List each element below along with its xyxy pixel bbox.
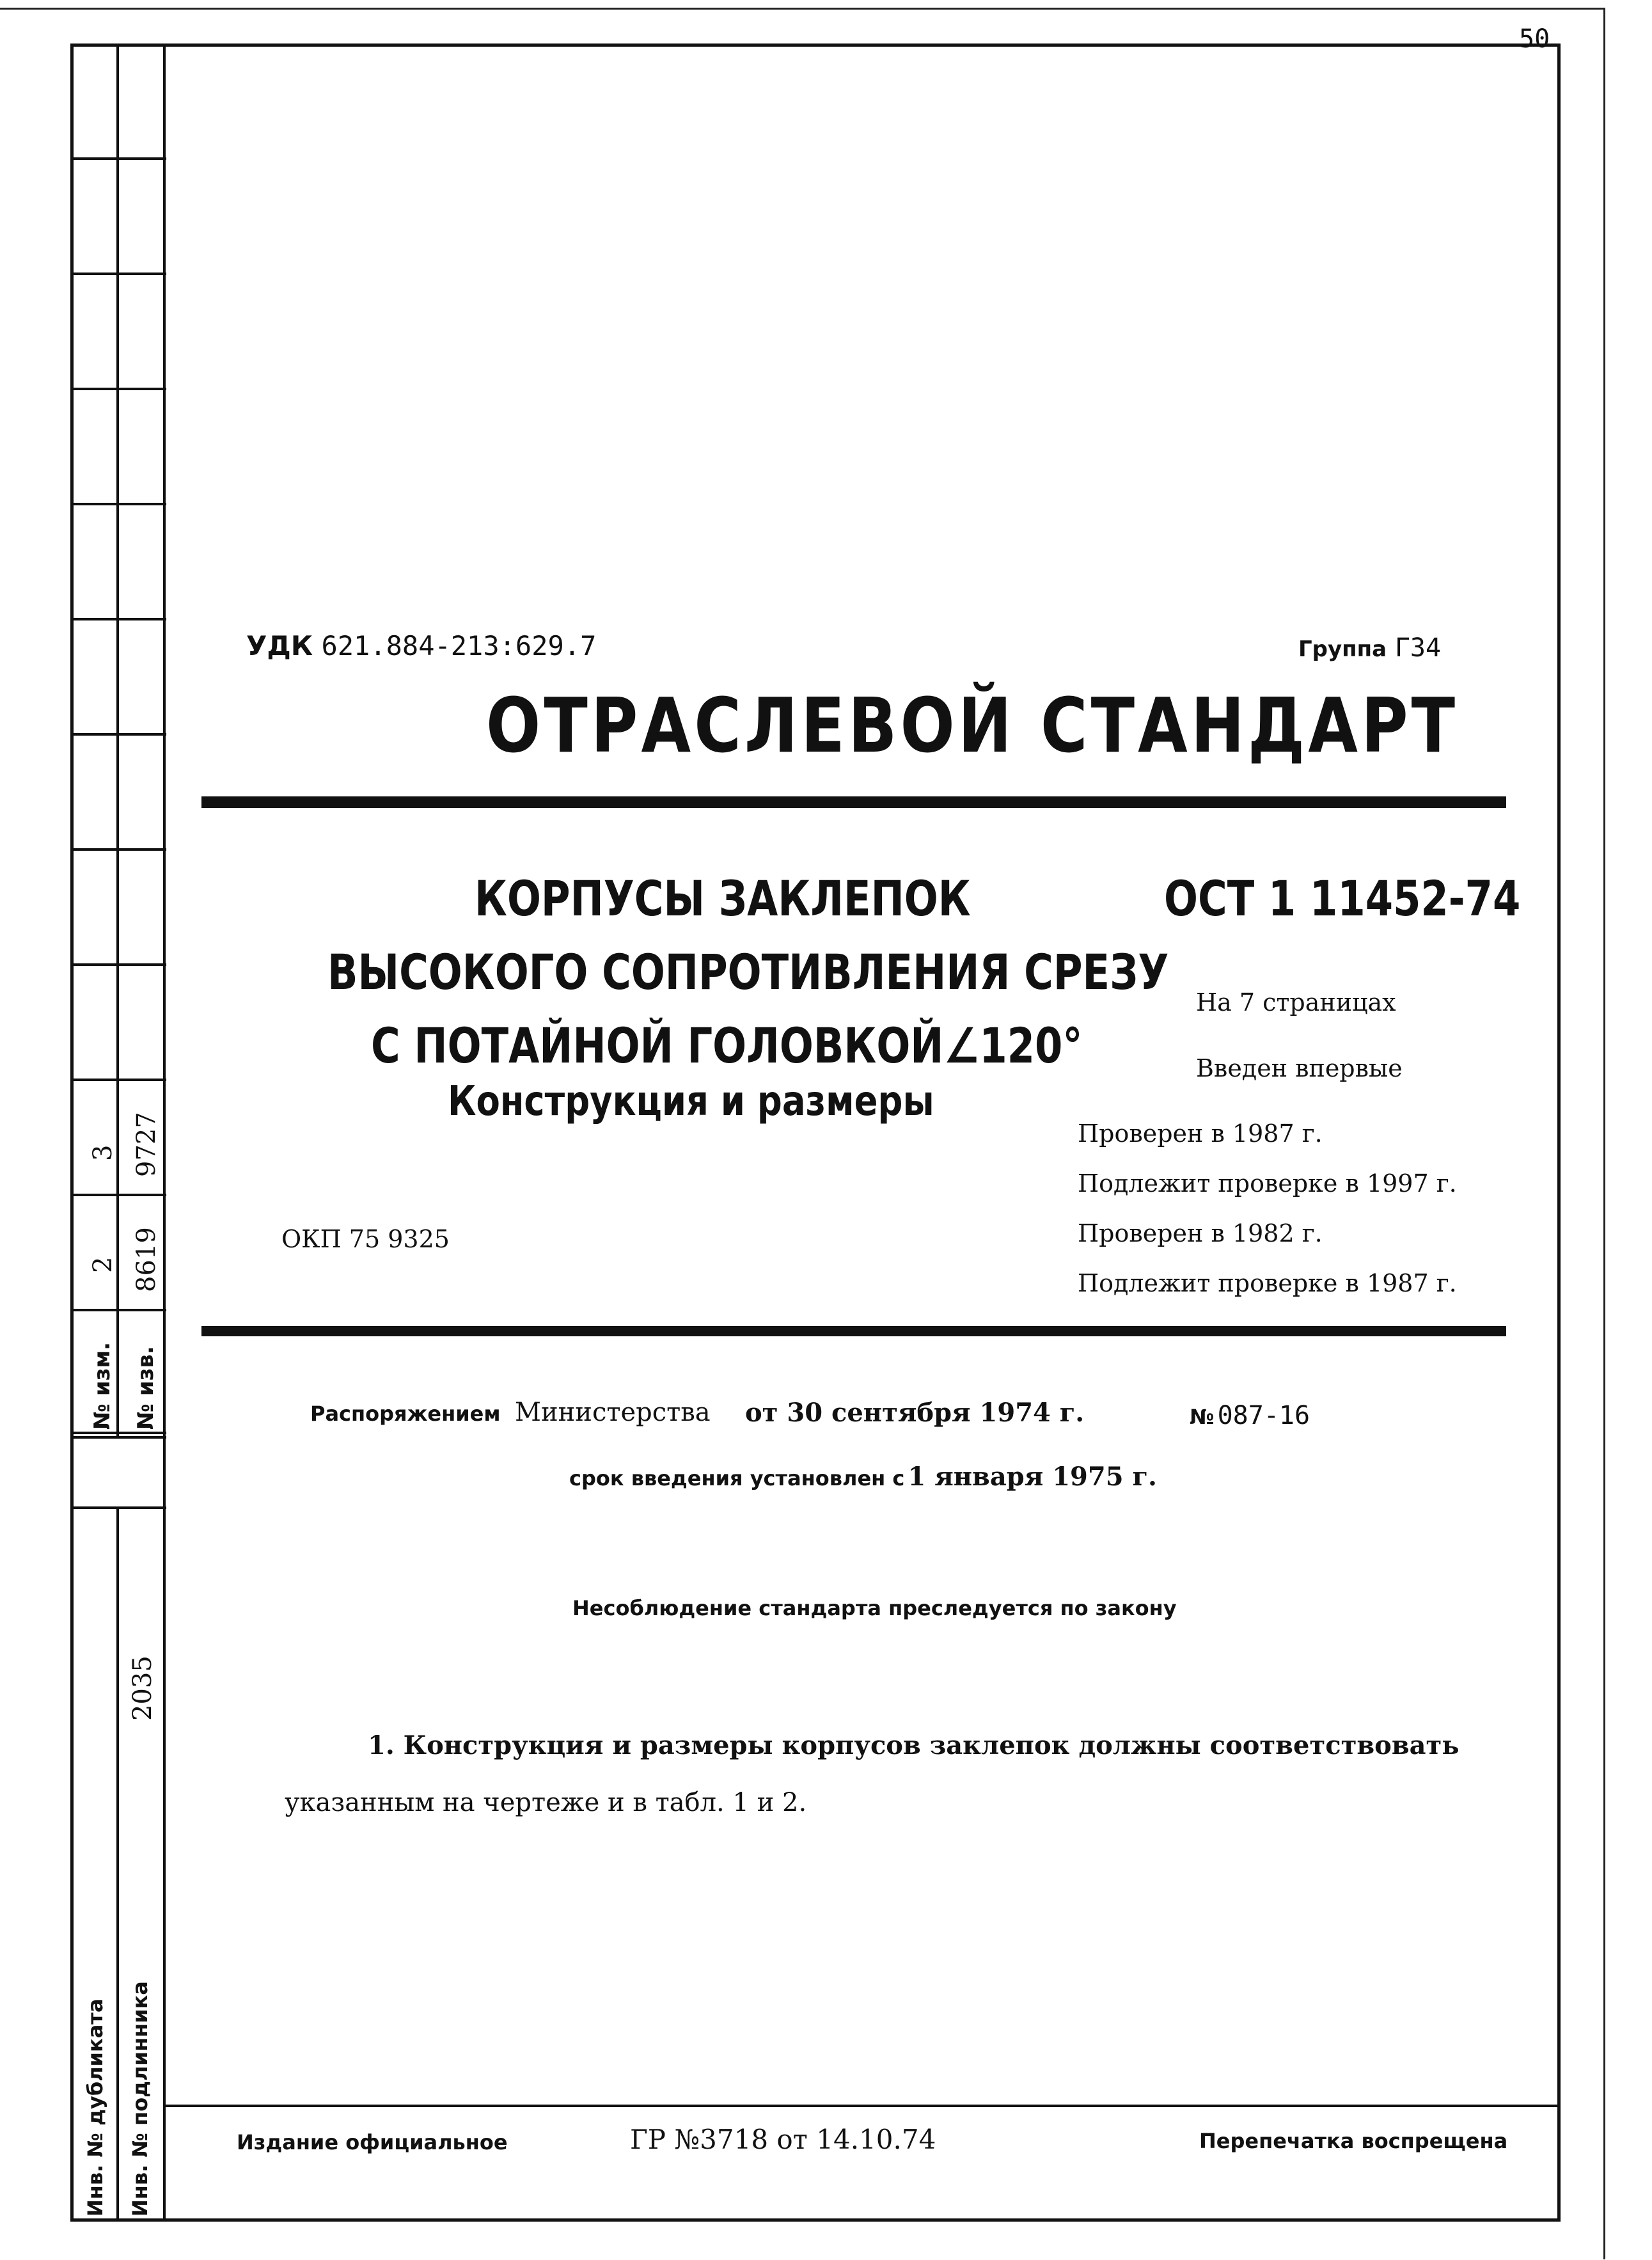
side-gap-line bbox=[70, 1436, 166, 1439]
footer-separator bbox=[163, 2105, 1561, 2107]
change-number-3: 3 bbox=[88, 1144, 118, 1161]
check-2: Подлежит проверке в 1997 г. bbox=[1078, 1169, 1457, 1197]
footer-reprint-prohibited: Перепечатка воспрещена bbox=[1199, 2129, 1508, 2153]
group-label: Группа bbox=[1298, 636, 1387, 662]
check-1: Проверен в 1987 г. bbox=[1078, 1119, 1323, 1148]
title-line-4: Конструкция и размеры bbox=[448, 1078, 934, 1125]
udk-line bbox=[246, 630, 596, 661]
title-line-1: КОРПУСЫ ЗАКЛЕПОК bbox=[475, 870, 971, 927]
page-number: 50 bbox=[1519, 24, 1550, 54]
group-value: Г34 bbox=[1394, 633, 1442, 663]
order-label: Распоряжением bbox=[310, 1402, 501, 1426]
udk-label: УДК bbox=[246, 630, 313, 661]
title-line-3: С ПОТАЙНОЙ ГОЛОВКОЙ∠120° bbox=[371, 1017, 1083, 1074]
okp-code: ОКП 75 9325 bbox=[281, 1225, 450, 1253]
footer-official-edition: Издание официальное bbox=[237, 2130, 508, 2154]
bottom-thick-rule bbox=[201, 1326, 1506, 1336]
order-date: от 30 сентября 1974 г. bbox=[745, 1398, 1085, 1428]
term-label: срок введения установлен с bbox=[569, 1466, 905, 1490]
title-line-2: ВЫСОКОГО СОПРОТИВЛЕНИЯ СРЕЗУ bbox=[327, 944, 1169, 1000]
notice-no-label: № изв. bbox=[133, 1346, 159, 1430]
notice-number-8619: 8619 bbox=[132, 1227, 161, 1292]
order-line bbox=[310, 1398, 501, 1427]
change-no-label: № изм. bbox=[90, 1341, 115, 1430]
header-title: ОТРАСЛЕВОЙ СТАНДАРТ bbox=[486, 681, 1459, 770]
udk-value: 621.884-213:629.7 bbox=[321, 630, 597, 661]
check-4: Подлежит проверке в 1987 г. bbox=[1078, 1269, 1457, 1297]
check-3: Проверен в 1982 г. bbox=[1078, 1219, 1323, 1247]
order-number: 087-16 bbox=[1217, 1401, 1310, 1430]
page-frame bbox=[70, 43, 1561, 2222]
clause-1-line-1: 1. Конструкция и размеры корпусов заклепок должны соответствовать bbox=[368, 1730, 1459, 1760]
original-inventory-label: Инв. № подлинника bbox=[128, 1981, 152, 2217]
introduced-note: Введен впервые bbox=[1196, 1054, 1403, 1082]
clause-1-line-2: указанным на чертеже и в табл. 1 и 2. bbox=[285, 1788, 807, 1817]
top-thick-rule bbox=[201, 796, 1506, 808]
order-number-label: № bbox=[1190, 1405, 1215, 1429]
term-line bbox=[569, 1462, 1157, 1492]
change-number-2: 2 bbox=[88, 1256, 118, 1273]
order-number-line bbox=[1190, 1401, 1310, 1430]
law-notice: Несоблюдение стандарта преследуется по закону bbox=[572, 1596, 1177, 1620]
notice-number-9727: 9727 bbox=[132, 1112, 161, 1177]
group-line bbox=[1298, 633, 1441, 663]
standard-number: ОСТ 1 11452-74 bbox=[1164, 870, 1521, 927]
term-value: 1 января 1975 г. bbox=[908, 1462, 1157, 1492]
footer-registration: ГР №3718 от 14.10.74 bbox=[630, 2124, 936, 2155]
duplicate-inventory-label: Инв. № дубликата bbox=[83, 1998, 107, 2217]
pages-info: На 7 страницах bbox=[1196, 988, 1396, 1016]
side-lower-value: 2035 bbox=[128, 1655, 157, 1721]
order-ministry: Министерства bbox=[515, 1398, 711, 1427]
